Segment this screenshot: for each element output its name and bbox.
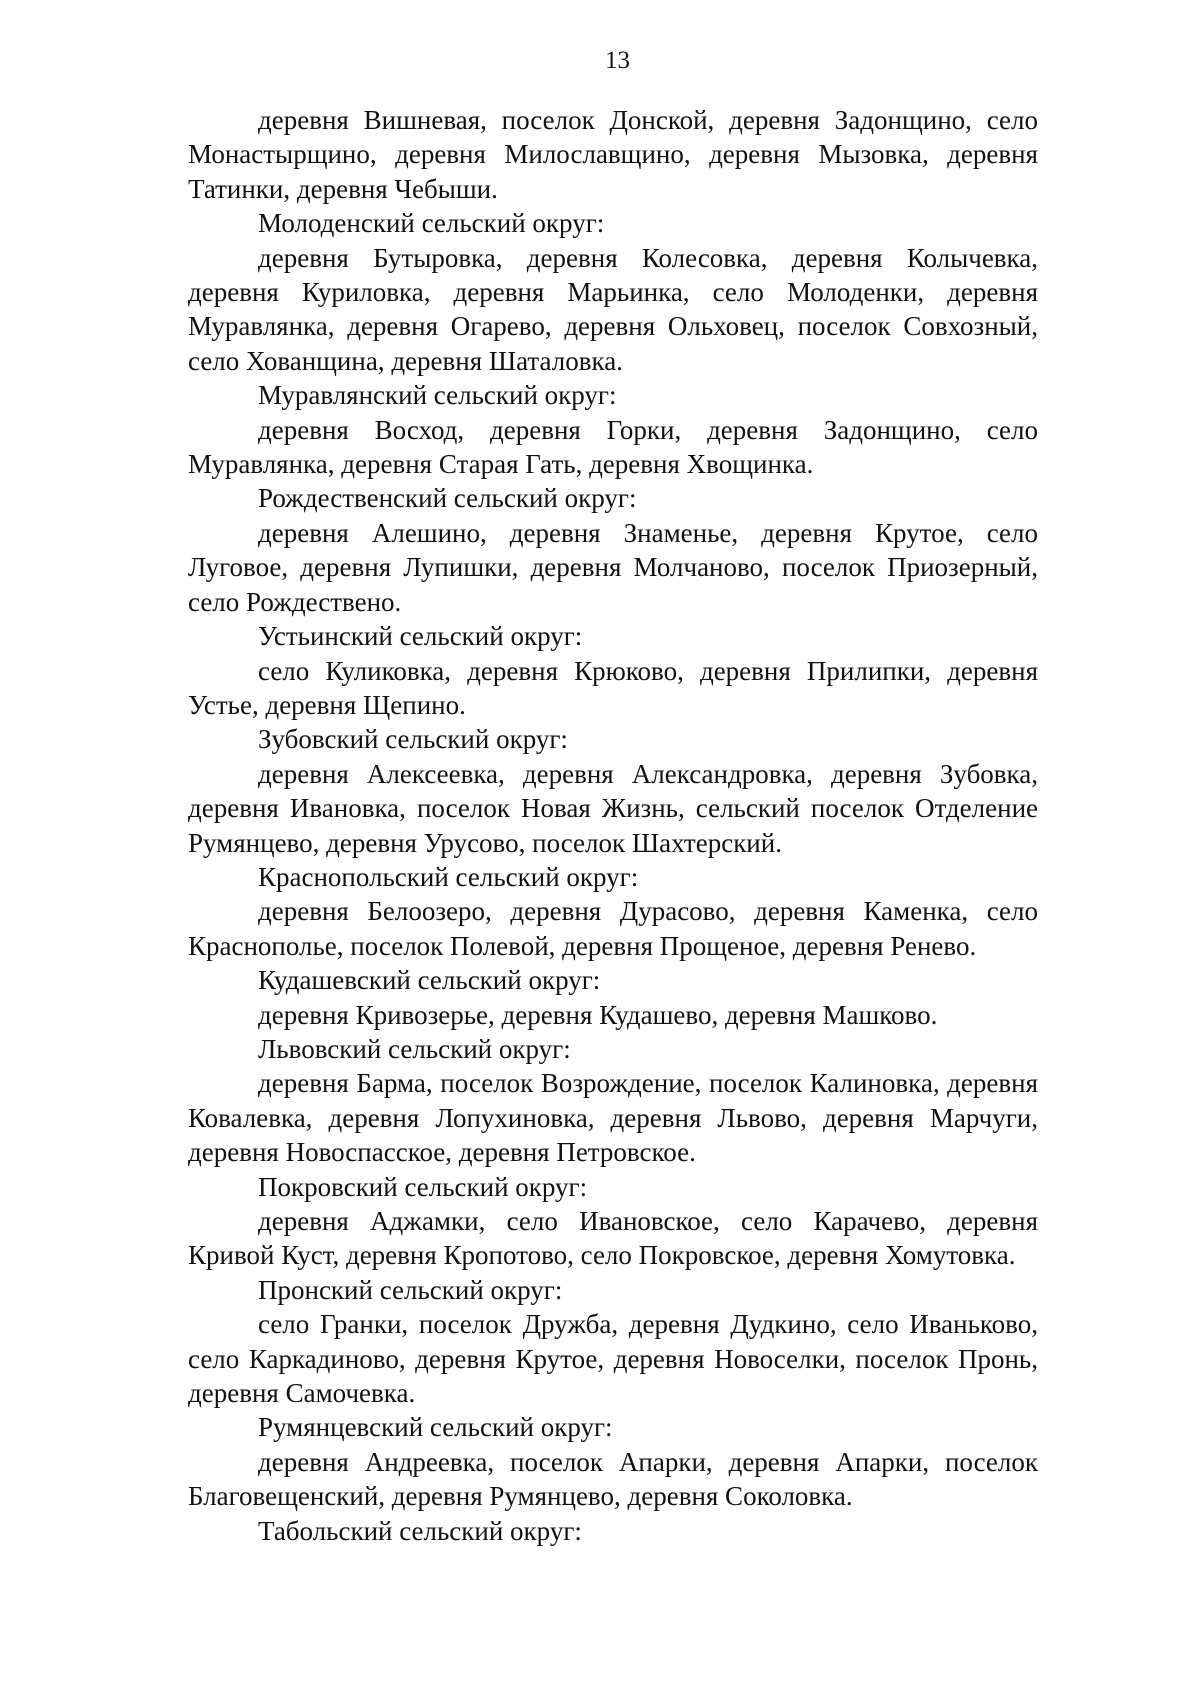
district-settlements: деревня Алексеевка, деревня Александровка, деревня Зубовка, деревня Ивановка, поселок Новая Жизнь, сельский поселок Отделение Румянцево, деревня Урусово, поселок Шахтерский. <box>188 758 1038 858</box>
district-settlements: деревня Аджамки, село Ивановское, село Карачево, деревня Кривой Куст, деревня Кропотово, село Покровское, деревня Хомутовка. <box>188 1206 1038 1271</box>
district-heading: Табольский сельский округ: <box>258 1515 582 1546</box>
district-heading: Муравлянский сельский округ: <box>258 380 617 411</box>
district-settlements: деревня Барма, поселок Возрождение, поселок Калиновка, деревня Ковалевка, деревня Лопухиновка, деревня Львово, деревня Марчуги, деревня Новоспасское, деревня Петровское. <box>188 1068 1038 1168</box>
district-heading: Устьинский сельский округ: <box>258 621 583 652</box>
district-settlements: деревня Белоозеро, деревня Дурасово, деревня Каменка, село Краснополье, поселок Полевой, деревня Прощеное, деревня Ренево. <box>188 896 1038 961</box>
district-heading: Кудашевский сельский округ: <box>258 965 601 996</box>
district-settlements: село Гранки, поселок Дружба, деревня Дудкино, село Иваньково, село Каркадиново, деревня Крутое, деревня Новоселки, поселок Пронь, деревня Самочевка. <box>188 1309 1038 1409</box>
district-heading: Львовский сельский округ: <box>258 1033 571 1064</box>
district-settlements: село Куликовка, деревня Крюково, деревня Прилипки, деревня Устье, деревня Щепино. <box>188 655 1038 720</box>
district-settlements: деревня Бутыровка, деревня Колесовка, деревня Колычевка, деревня Куриловка, деревня Марьинка, село Молоденки, деревня Муравлянка, деревня Огарево, деревня Ольховец, поселок Совхозный, село Хованщина, деревня Шаталовка. <box>188 242 1038 376</box>
intro-paragraph: деревня Вишневая, поселок Донской, деревня Задонщино, село Монастырщино, деревня Милославщино, деревня Мызовка, деревня Татинки, деревня Чебыши. <box>188 105 1038 204</box>
district-heading: Молоденский сельский округ: <box>258 208 605 239</box>
district-settlements: деревня Андреевка, поселок Апарки, деревня Апарки, поселок Благовещенский, деревня Румянцево, деревня Соколовка. <box>188 1446 1038 1512</box>
district-settlements: деревня Кривозерье, деревня Кудашево, деревня Машково. <box>258 999 938 1030</box>
district-settlements: деревня Алешино, деревня Знаменье, деревня Крутое, село Луговое, деревня Лупишки, деревня Молчаново, поселок Приозерный, село Рождествено. <box>188 517 1038 617</box>
district-heading: Покровский сельский округ: <box>258 1171 588 1202</box>
page-number: 13 <box>605 47 630 74</box>
district-settlements: деревня Восход, деревня Горки, деревня Задонщино, село Муравлянка, деревня Старая Гать, деревня Хвощинка. <box>188 414 1038 480</box>
district-heading: Зубовский сельский округ: <box>258 724 568 755</box>
district-heading: Краснопольский сельский округ: <box>258 861 639 892</box>
district-heading: Рождественский сельский округ: <box>258 483 637 514</box>
document-body <box>188 103 1038 1548</box>
district-heading: Пронский сельский округ: <box>258 1274 563 1305</box>
district-heading: Румянцевский сельский округ: <box>258 1412 613 1443</box>
